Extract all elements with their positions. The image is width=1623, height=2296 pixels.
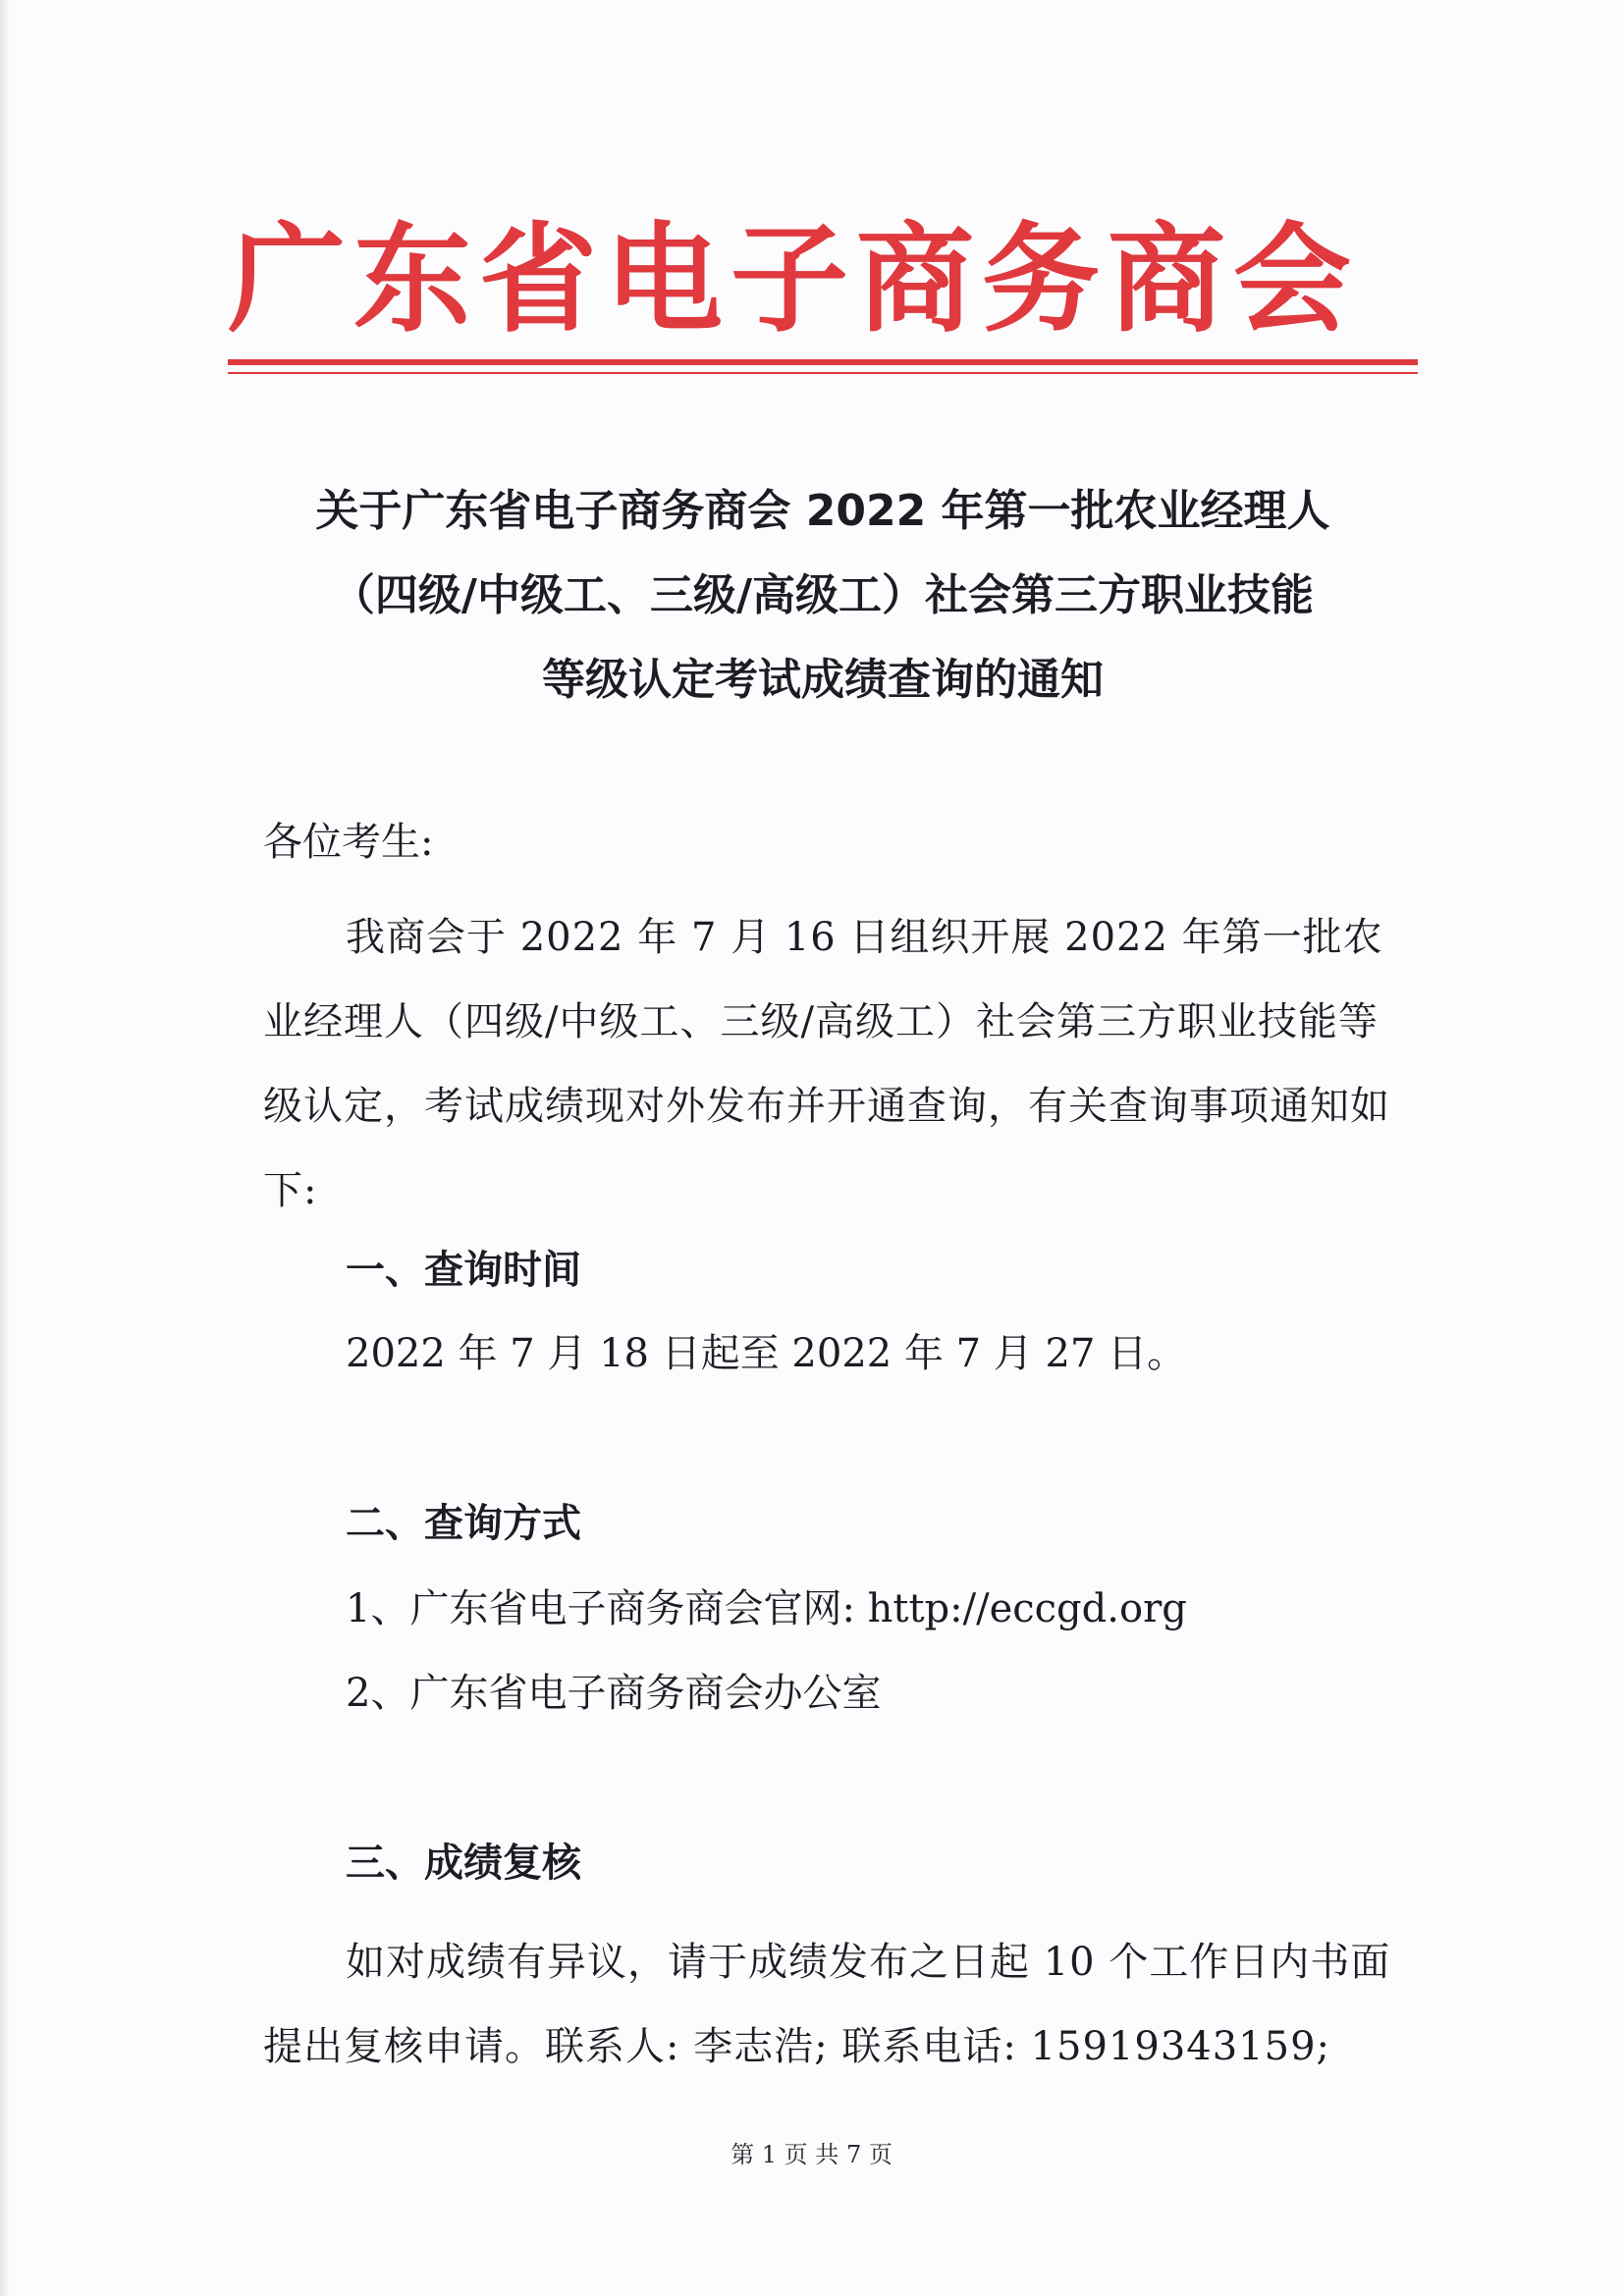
section-heading-query-time: 一、查询时间 [346, 1247, 581, 1293]
title-line-2: （四级/中级工、三级/高级工）社会第三方职业技能 [331, 570, 1315, 620]
scan-edge-shadow [0, 0, 10, 2296]
query-method-item-1: 1、广东省电子商务商会官网: http://eccgd.org [346, 1586, 1187, 1631]
query-method-item-2: 2、广东省电子商务商会办公室 [346, 1671, 882, 1716]
query-time-text: 2022 年 7 月 18 日起至 2022 年 7 月 27 日。 [346, 1331, 1187, 1376]
score-review-text: 如对成绩有异议，请于成绩发布之日起 10 个工作日内书面提出复核申请。联系人: 李志浩; 联系电话: 15919343159; [263, 1940, 1391, 2069]
title-line-3: 等级认定考试成绩查询的通知 [542, 655, 1104, 705]
letterhead-red-rule-thin [228, 372, 1418, 374]
page-number: 第 1 页 共 7 页 [730, 2141, 893, 2168]
salutation: 各位考生: [263, 820, 434, 865]
letterhead-red-rule [228, 359, 1418, 365]
intro-paragraph: 我商会于 2022 年 7 月 16 日组织开展 2022 年第一批农业经理人（四级/中级工、三级/高级工）社会第三方职业技能等级认定，考试成绩现对外发布并开通查询，有关查询事项通知如下: [263, 915, 1390, 1213]
document-title [228, 469, 1418, 722]
section-heading-score-review: 三、成绩复核 [346, 1840, 581, 1886]
section-heading-query-method: 二、查询方式 [346, 1500, 581, 1546]
letterhead-org-name: 广东省电子商务商会 [228, 210, 1359, 348]
title-line-1: 关于广东省电子商务商会 2022 年第一批农业经理人 [315, 486, 1330, 536]
